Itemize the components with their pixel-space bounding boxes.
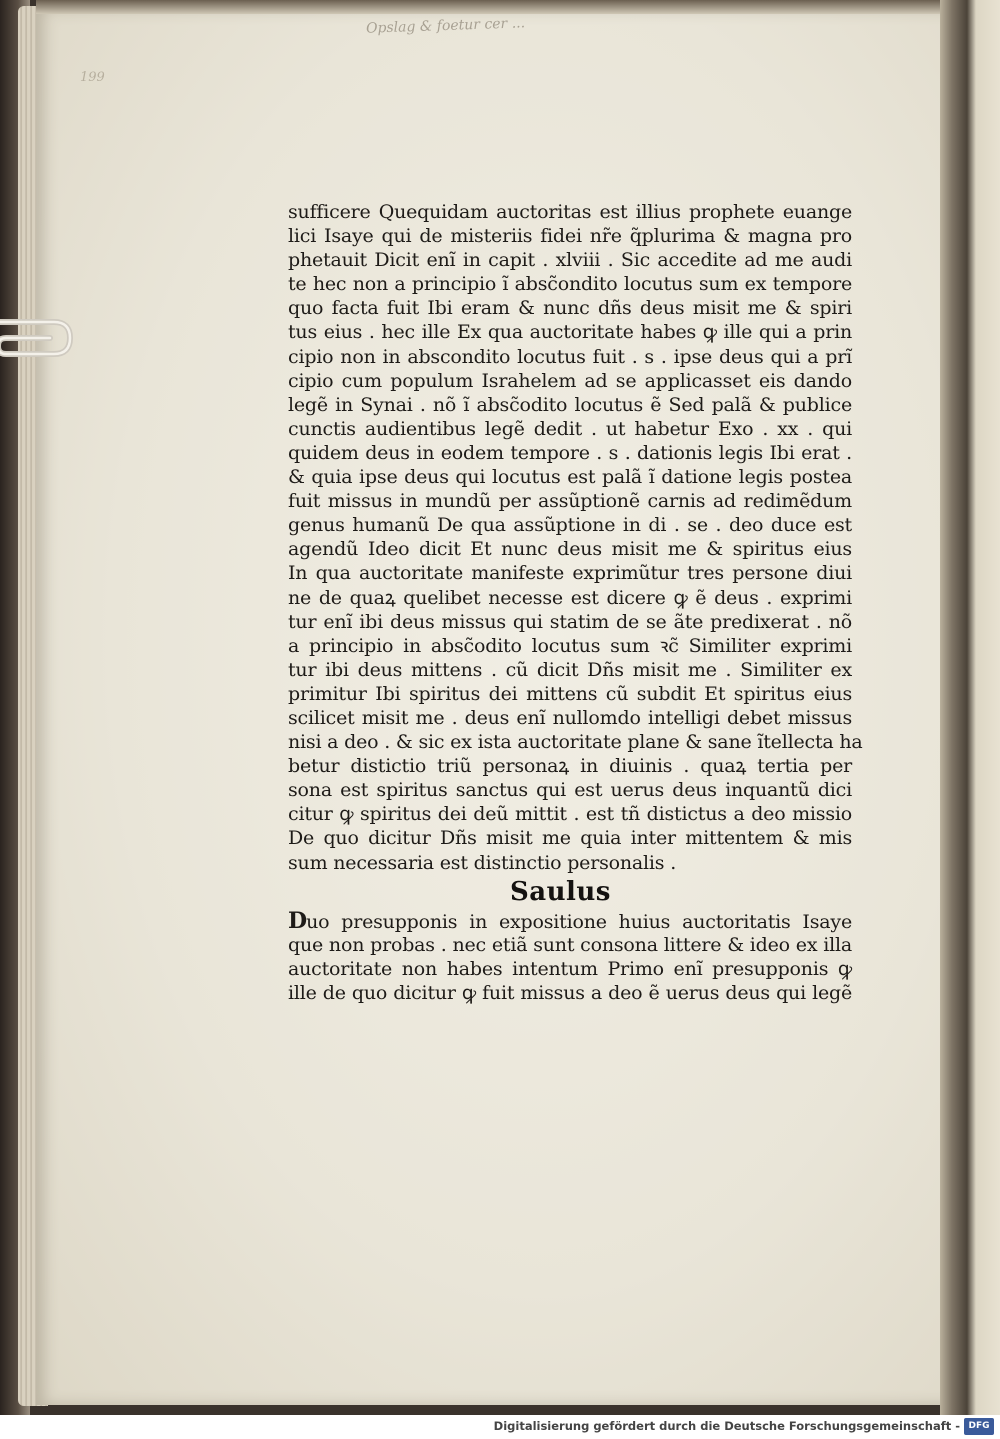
footer-bar <box>0 1415 1000 1439</box>
text-line: cipio cum populum Israhelem ad se applicasset eis dando <box>288 369 852 392</box>
text-line: agendũ Ideo dicit Et nunc deus misit me & spiritus eius <box>288 538 852 561</box>
text-line-rest: uo presupponis in expositione huius auctoritatis Isaye <box>306 910 852 933</box>
text-line: ille de quo dicitur ꝙ fuit missus a deo ẽ uerus deus qui legẽ <box>288 981 852 1004</box>
text-line: betur distictio triũ personaꝝ in diuinis . quaꝝ tertia per <box>288 755 852 778</box>
text-line: & quia ipse deus qui locutus est palã ĩ datione legis postea <box>288 466 852 489</box>
page-top-edge <box>36 0 952 14</box>
paragraph-response <box>288 909 852 1005</box>
drop-initial: D <box>288 907 307 934</box>
text-line: De quo dicitur Dñs misit me quia inter mittentem & mis <box>288 827 852 850</box>
text-line: genus humanũ De qua assũptione in di . se . deo duce est <box>288 514 852 537</box>
paperclip-icon <box>0 300 78 384</box>
text-line: sufficere Quequidam auctoritas est illius prophete euange <box>288 201 852 223</box>
text-line <box>288 909 852 933</box>
text-line: auctoritate non habes intentum Primo enĩ presupponis ꝙ <box>288 957 852 980</box>
text-line: tus eius . hec ille Ex qua auctoritate habes ꝙ ille qui a prin <box>288 321 852 344</box>
text-line: quidem deus in eodem tempore . s . dationis legis Ibi erat . <box>288 441 852 464</box>
text-line: sona est spiritus sanctus qui est uerus deus inquantũ dici <box>288 779 852 802</box>
text-line: tur ibi deus mittens . cũ dicit Dñs misit me . Similiter ex <box>288 658 852 681</box>
text-line: lici Isaye qui de misteriis fidei nr̃e q̃plurima & magna pro <box>288 225 852 248</box>
text-line: fuit missus in mundũ per assũptionẽ carnis ad redimẽdum <box>288 490 852 513</box>
paragraph-main <box>288 200 863 875</box>
text-line: phetauit Dicit enĩ in capit . xlviii . Sic accedite ad me audi <box>288 249 852 272</box>
folio-number: 199 <box>80 70 105 85</box>
text-line: primitur Ibi spiritus dei mittens cũ subdit Et spiritus eius <box>288 682 852 705</box>
text-line: te hec non a principio ĩ absc̃ondito locutus sum ex tempore <box>288 273 852 296</box>
text-line: quo facta fuit Ibi eram & nunc dñs deus misit me & spiri <box>288 297 852 320</box>
speaker-heading: Saulus <box>510 876 611 907</box>
text-line: In qua auctoritate manifeste exprimũtur tres persone diui <box>288 562 852 585</box>
text-block <box>288 200 863 1005</box>
text-line: sum necessaria est distinctio personalis . <box>288 851 677 874</box>
text-line: cunctis audientibus legẽ dedit . ut habetur Exo . xx . qui <box>288 417 852 440</box>
text-line: nisi a deo . & sic ex ista auctoritate plane & sane ĩtellecta ha <box>288 731 863 754</box>
pencil-annotation: Opslag & foetur cer ... <box>365 15 526 37</box>
text-line: tur enĩ ibi deus missus qui statim de se ãte predixerat . nõ <box>288 610 852 633</box>
text-line: a principio in absc̃odito locutus sum ꝛc̃ Similiter exprimi <box>288 634 852 657</box>
text-line: scilicet misit me . deus enĩ nullomdo intelligi debet missus <box>288 706 852 729</box>
dfg-logo: DFG <box>964 1418 994 1435</box>
text-line: citur ꝙ spiritus dei deũ mittit . est tñ distictus a deo missio <box>288 803 852 826</box>
right-binding <box>940 0 1000 1415</box>
text-line: cipio non in abscondito locutus fuit . s . ipse deus qui a prĩ <box>288 345 852 368</box>
text-line: legẽ in Synai . nõ ĩ absc̃odito locutus ẽ Sed palã & publice <box>288 393 852 416</box>
text-line: que non probas . nec etiã sunt consona littere & ideo ex illa <box>288 933 852 956</box>
text-line: ne de quaꝝ quelibet necesse est dicere ꝙ ẽ deus . exprimi <box>288 586 852 609</box>
digitization-credit: Digitalisierung gefördert durch die Deutsche Forschungsgemeinschaft - <box>493 1419 960 1433</box>
